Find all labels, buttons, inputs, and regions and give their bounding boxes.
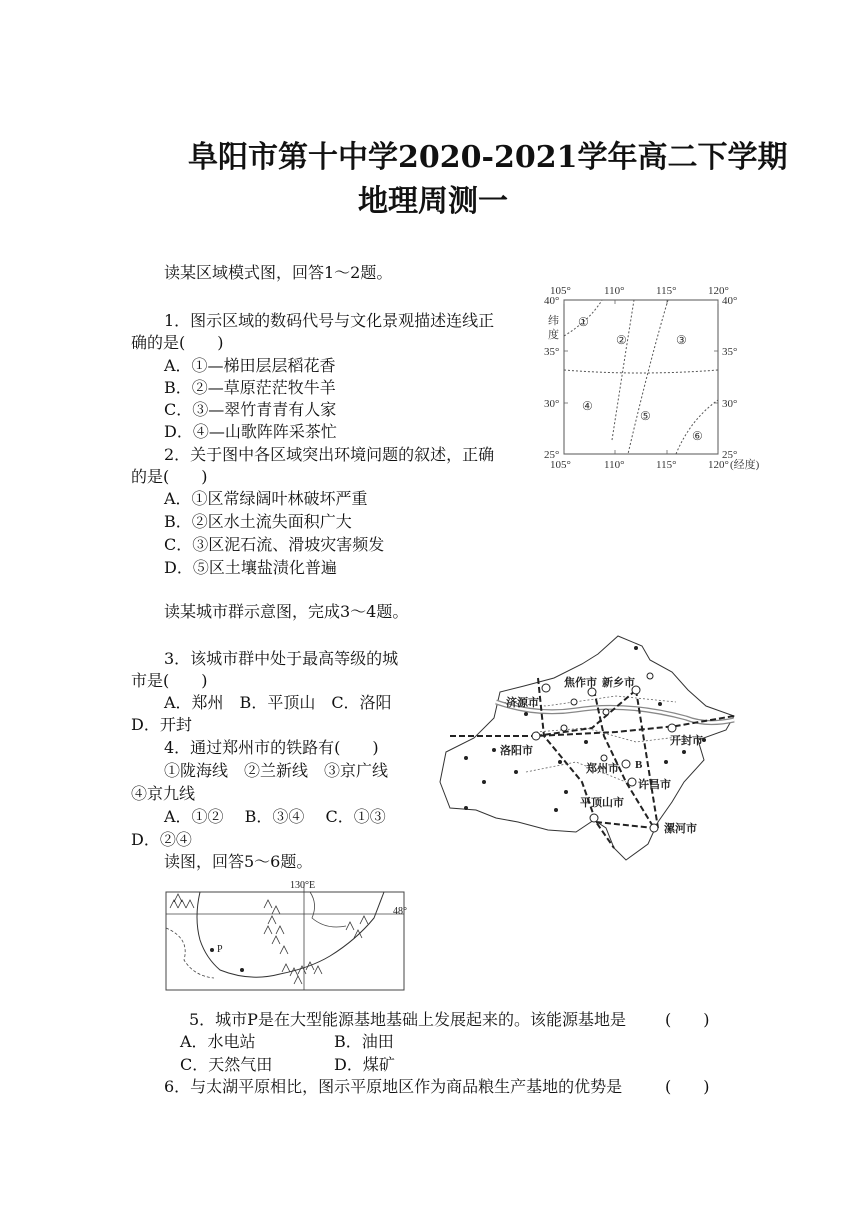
q2-option-c: C．③区泥石流、滑坡灾害频发 xyxy=(164,535,385,554)
q5-option-b: B．油田 xyxy=(334,1032,394,1051)
section1-intro: 读某区域模式图，回答1～2题。 xyxy=(164,263,393,282)
q6-stem: 6．与太湖平原相比，图示平原地区作为商品粮生产基地的优势是 xyxy=(164,1077,623,1096)
plain-region-map xyxy=(160,878,420,996)
q1-stem: 1．图示区域的数码代号与文化景观描述连线正 xyxy=(164,311,495,330)
q5-stem: 5．城市P是在大型能源基地基础上发展起来的。该能源基地是 xyxy=(189,1010,626,1029)
q5-option-a: A．水电站 xyxy=(180,1032,256,1051)
q1-option-d: D．④—山歌阵阵采茶忙 xyxy=(164,422,337,441)
q4-choices: ①陇海线 ②兰新线 ③京广线 xyxy=(164,761,389,780)
q1-option-a: A．①—梯田层层稻花香 xyxy=(164,356,336,375)
lat-label-40-right: 40° xyxy=(722,295,738,307)
region-6: ⑥ xyxy=(692,429,703,443)
q6-paren: ( ) xyxy=(665,1077,710,1096)
point-p: P xyxy=(217,944,223,955)
q2-option-a: A．①区常绿阔叶林破坏严重 xyxy=(164,489,368,508)
city-luohe: 漯河市 xyxy=(664,823,697,835)
q5-paren: ( ) xyxy=(665,1010,710,1029)
city-zhengzhou: 郑州市 xyxy=(586,763,619,775)
city-cluster-map xyxy=(436,632,746,872)
city-luoyang: 洛阳市 xyxy=(500,745,533,757)
q5-option-c: C．天然气田 xyxy=(180,1055,273,1074)
q2-option-d: D．⑤区土壤盐渍化普遍 xyxy=(164,558,337,577)
lat-48: 48° xyxy=(393,906,407,917)
lon-axis-label: (经度) xyxy=(730,459,760,471)
lat-label-35: 35° xyxy=(544,346,560,358)
page-subtitle: 地理周测一 xyxy=(358,184,508,219)
q2-stem: 2．关于图中各区域突出环境问题的叙述，正确 xyxy=(164,445,495,464)
lon-130e: 130°E xyxy=(290,880,316,891)
lat-label-35-right: 35° xyxy=(722,346,738,358)
city-jiaozuo: 焦作市 xyxy=(564,677,597,689)
lat-axis-char-2: 度 xyxy=(548,329,559,341)
lon-label-115: 115° xyxy=(656,285,677,297)
lon-label-120-bottom: 120° xyxy=(708,459,729,471)
lat-label-30: 30° xyxy=(544,398,560,410)
lat-label-25: 25° xyxy=(544,449,560,461)
lon-label-115-bottom: 115° xyxy=(656,459,677,471)
q3-stem-cont: 市是( ) xyxy=(131,671,208,690)
q1-stem-cont: 确的是( ) xyxy=(131,333,224,352)
region-3: ③ xyxy=(676,333,687,347)
q4-option-d: D．②④ xyxy=(131,830,192,849)
city-xuchang: 许昌市 xyxy=(638,779,671,791)
q4-options: A．①② B．③④ C．①③ xyxy=(164,807,386,826)
region-5: ⑤ xyxy=(640,409,651,423)
section2-intro: 读某城市群示意图，完成3～4题。 xyxy=(164,602,409,621)
lat-axis-char-1: 纬 xyxy=(548,315,559,327)
q5-option-d: D．煤矿 xyxy=(334,1055,395,1074)
city-b-label: B xyxy=(635,759,643,771)
city-jiyuan: 济源市 xyxy=(506,697,539,709)
q1-option-c: C．③—翠竹青青有人家 xyxy=(164,400,337,419)
page-title: 阜阳市第十中学2020-2021学年高二下学期 xyxy=(188,140,788,175)
lat-label-40: 40° xyxy=(544,295,560,307)
q1-option-b: B．②—草原茫茫牧牛羊 xyxy=(164,378,336,397)
region-1: ① xyxy=(578,315,589,329)
q3-stem: 3．该城市群中处于最高等级的城 xyxy=(164,649,399,668)
city-xinxiang: 新乡市 xyxy=(602,677,635,689)
city-pingdingshan: 平顶山市 xyxy=(580,797,624,809)
region-2: ② xyxy=(616,333,627,347)
q2-stem-cont: 的是( ) xyxy=(131,467,208,486)
q3-option-d: D．开封 xyxy=(131,715,192,734)
lat-label-30-right: 30° xyxy=(722,398,738,410)
region-4: ④ xyxy=(582,399,593,413)
lon-label-110-bottom: 110° xyxy=(604,459,625,471)
q3-options: A．郑州 B．平顶山 C．洛阳 xyxy=(164,693,392,712)
q4-stem: 4．通过郑州市的铁路有( ) xyxy=(164,738,379,757)
q2-option-b: B．②区水土流失面积广大 xyxy=(164,512,352,531)
lon-label-105: 105° xyxy=(550,285,571,297)
q4-choices-cont: ④京九线 xyxy=(131,784,196,803)
lat-label-25-right: 25° xyxy=(722,449,738,461)
lon-label-120: 120° xyxy=(708,285,729,297)
section3-intro: 读图，回答5～6题。 xyxy=(164,852,313,871)
region-grid-map xyxy=(530,280,798,480)
city-kaifeng: 开封市 xyxy=(670,735,703,747)
lon-label-105-bottom: 105° xyxy=(550,459,571,471)
lon-label-110: 110° xyxy=(604,285,625,297)
